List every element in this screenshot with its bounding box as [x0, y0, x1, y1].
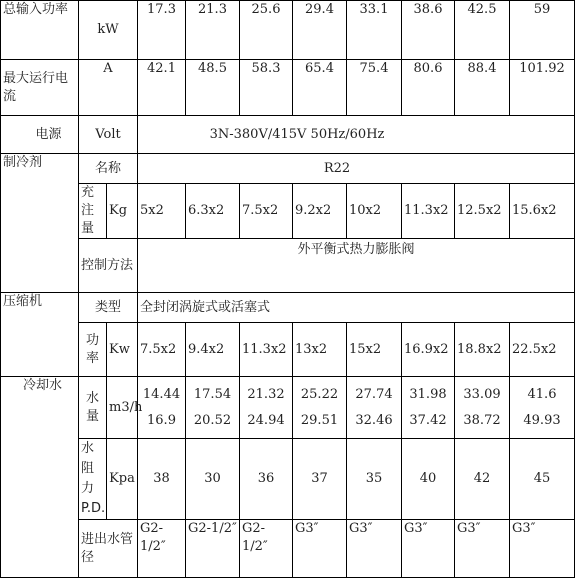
- unit-a: A: [79, 60, 138, 116]
- value-cell: 42.5: [455, 1, 510, 60]
- value-cell: 48.5: [186, 60, 240, 116]
- flow-value-a: 14.44: [142, 386, 181, 402]
- value-cell: 80.6: [402, 60, 455, 116]
- value-cell: 38.6: [402, 1, 455, 60]
- sub-label-control: 控制方法: [79, 239, 138, 293]
- flow-cell: [510, 377, 575, 439]
- flow-value-a: 21.32: [247, 386, 285, 402]
- value-cell: 88.4: [455, 60, 510, 116]
- flow-cell: [293, 377, 347, 439]
- value-cell: 9.2x2: [293, 184, 347, 239]
- sub-label-type: 类型: [79, 293, 138, 323]
- sub-label-resistance: 水阻力P.D.: [79, 439, 107, 520]
- value-cell: 33.1: [347, 1, 402, 60]
- flow-value-b: 20.52: [193, 412, 232, 428]
- value-cell: G3″: [402, 520, 455, 578]
- unit-kw-lower: Kw: [107, 323, 138, 377]
- value-cell: 11.3x2: [240, 323, 293, 377]
- value-cell: 13x2: [293, 323, 347, 377]
- flow-cell: [138, 377, 186, 439]
- flow-value-a: 41.6: [527, 386, 557, 402]
- table-row-water-flow: [1, 377, 575, 439]
- table-row-refrigerant-name: [1, 154, 575, 184]
- table-row-compressor-type: [1, 293, 575, 323]
- value-cell: G2-1/2″: [186, 520, 240, 578]
- value-cell: 75.4: [347, 60, 402, 116]
- unit-kw: kW: [79, 1, 138, 60]
- value-cell: 42: [455, 439, 510, 520]
- flow-cell: [186, 377, 240, 439]
- flow-cell: [402, 377, 455, 439]
- value-cell: 9.4x2: [186, 323, 240, 377]
- flow-value-a: 27.74: [355, 386, 393, 402]
- value-cell: 37: [293, 439, 347, 520]
- flow-value-a: 31.98: [409, 386, 447, 402]
- flow-value-b: 38.72: [463, 412, 501, 428]
- value-cell: 12.5x2: [455, 184, 510, 239]
- flow-value-b: 24.94: [247, 412, 285, 428]
- value-cell: 30: [186, 439, 240, 520]
- flow-cell: [347, 377, 402, 439]
- table-row-power-supply: [1, 116, 575, 154]
- value-cell: G2-1/2″: [240, 520, 293, 578]
- sub-label-name: 名称: [79, 154, 138, 184]
- value-cell: G3″: [347, 520, 402, 578]
- refrigerant-name-value: R22: [138, 154, 575, 184]
- row-label-power-supply: 电源: [1, 116, 79, 154]
- table-row-max-current: [1, 60, 575, 116]
- flow-value-a: 17.54: [193, 386, 232, 402]
- value-cell: G3″: [510, 520, 575, 578]
- value-cell: 11.3x2: [402, 184, 455, 239]
- table-row-water-resistance: [1, 439, 575, 520]
- row-label-total-power: 总输入功率: [1, 1, 79, 60]
- flow-value-b: 32.46: [355, 412, 393, 428]
- row-label-cooling-water: 冷却水: [1, 377, 79, 578]
- value-cell: 6.3x2: [186, 184, 240, 239]
- table-row-charge: [1, 184, 575, 239]
- value-cell: 42.1: [138, 60, 186, 116]
- value-cell: 15x2: [347, 323, 402, 377]
- value-cell: 59: [510, 1, 575, 60]
- value-cell: 29.4: [293, 1, 347, 60]
- value-cell: 38: [138, 439, 186, 520]
- sub-label-charge: 充注量: [79, 184, 107, 239]
- table-row-control: [1, 239, 575, 293]
- value-cell: 101.92: [510, 60, 575, 116]
- value-cell: 36: [240, 439, 293, 520]
- unit-kg: Kg: [107, 184, 138, 239]
- value-cell: G2-1/2″: [138, 520, 186, 578]
- sub-label-pipe: 进出水管径: [79, 520, 138, 578]
- unit-kpa: Kpa: [107, 439, 138, 520]
- flow-value-b: 29.51: [300, 412, 339, 428]
- value-cell: 5x2: [138, 184, 186, 239]
- value-cell: 15.6x2: [510, 184, 575, 239]
- value-cell: 40: [402, 439, 455, 520]
- value-cell: 65.4: [293, 60, 347, 116]
- flow-value-a: 33.09: [463, 386, 501, 402]
- value-cell: 17.3: [138, 1, 186, 60]
- flow-cell: [455, 377, 510, 439]
- value-cell: 58.3: [240, 60, 293, 116]
- value-cell: G3″: [455, 520, 510, 578]
- sub-label-flow: 水量: [79, 377, 107, 439]
- control-method-value: 外平衡式热力膨胀阀: [138, 239, 575, 293]
- unit-m3h: m3/h: [107, 377, 138, 439]
- unit-volt: Volt: [79, 116, 138, 154]
- table-row-pipe-size: [1, 520, 575, 578]
- power-supply-value: 3N-380V/415V 50Hz/60Hz: [138, 116, 575, 154]
- flow-value-b: 37.42: [409, 412, 447, 428]
- value-cell: 21.3: [186, 1, 240, 60]
- row-label-refrigerant: 制冷剂: [1, 154, 79, 293]
- value-cell: 22.5x2: [510, 323, 575, 377]
- table-row-total-power: [1, 1, 575, 60]
- value-cell: 16.9x2: [402, 323, 455, 377]
- value-cell: 7.5x2: [240, 184, 293, 239]
- value-cell: 35: [347, 439, 402, 520]
- flow-cell: [240, 377, 293, 439]
- flow-value-b: 16.9: [147, 412, 176, 428]
- compressor-type-value: 全封闭涡旋式或活塞式: [138, 293, 575, 323]
- value-cell: G3″: [293, 520, 347, 578]
- value-cell: 45: [510, 439, 575, 520]
- value-cell: 10x2: [347, 184, 402, 239]
- value-cell: 25.6: [240, 1, 293, 60]
- row-label-max-current: 最大运行电流: [1, 60, 79, 116]
- row-label-compressor: 压缩机: [1, 293, 79, 377]
- value-cell: 18.8x2: [455, 323, 510, 377]
- flow-value-b: 49.93: [523, 412, 561, 428]
- table-row-compressor-power: [1, 323, 575, 377]
- flow-value-a: 25.22: [300, 386, 339, 402]
- sub-label-power: 功率: [79, 323, 107, 377]
- value-cell: 7.5x2: [138, 323, 186, 377]
